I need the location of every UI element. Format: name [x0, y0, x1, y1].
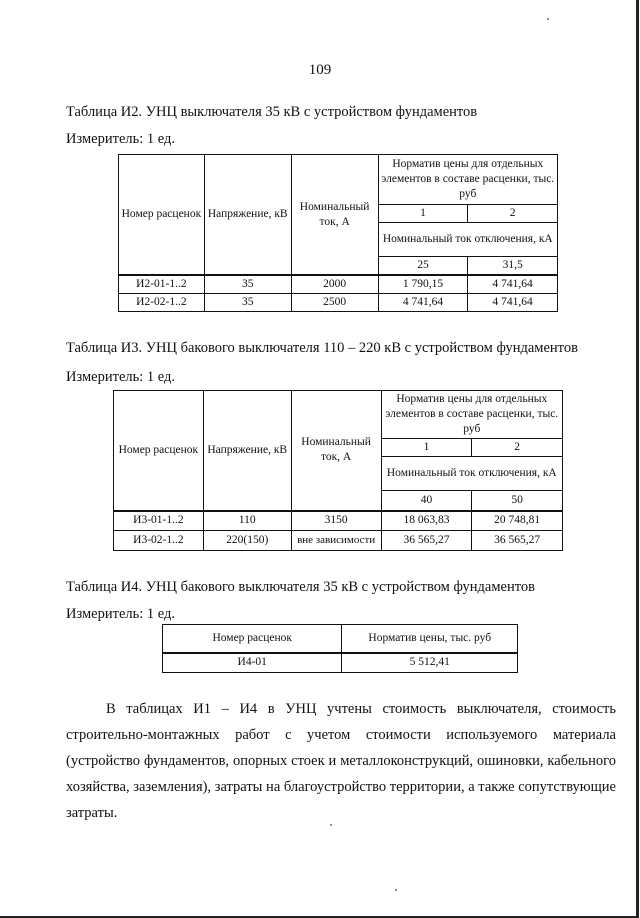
table-i2-measure: Измеритель: 1 ед.: [66, 131, 176, 147]
cell-code: И2-02-1..2: [119, 294, 205, 312]
cell-value: 4 741,64: [468, 294, 558, 312]
table-i4-title: Таблица И4. УНЦ бакового выключателя 35 кВ с устройством фундаментов: [66, 579, 535, 595]
cell-value: 5 512,41: [342, 653, 518, 673]
table-i4: [162, 624, 518, 673]
header-current: Номинальный ток, А: [291, 391, 381, 511]
cell-value: 1 790,15: [378, 275, 468, 294]
header-current: Номинальный ток, А: [291, 155, 378, 276]
cell-value: 18 063,83: [381, 511, 472, 531]
header-b1: 25: [378, 257, 468, 276]
header-voltage: Напряжение, кВ: [204, 155, 291, 276]
table-row: [114, 531, 563, 551]
header-b2: 50: [472, 491, 563, 511]
cell-code: И3-02-1..2: [114, 531, 204, 551]
table-i2-title: Таблица И2. УНЦ выключателя 35 кВ с устройством фундаментов: [66, 104, 478, 120]
cell-voltage: 110: [203, 511, 291, 531]
cell-code: И3-01-1..2: [114, 511, 204, 531]
table-row: [119, 294, 558, 312]
header-code: Номер расценок: [114, 391, 204, 511]
table-i2: [118, 154, 558, 312]
table-row: [119, 275, 558, 294]
header-col1: 1: [381, 439, 472, 457]
table-i4-measure: Измеритель: 1 ед.: [66, 606, 176, 622]
header-breaking: Номинальный ток отключения, кА: [381, 457, 562, 491]
body-paragraph: [66, 696, 616, 826]
table-row: [163, 653, 518, 673]
paragraph-text: В таблицах И1 – И4 в УНЦ учтены стоимость выключателя, стоимость строительно-монтажных работ с учетом стоимости используемого материала (устройство фундаментов, опорных стоек и металлоконструкций, ошиновки, кабельного хозяйства, заземления), затраты на благоустройство территории, а также сопутствующие затраты.: [66, 701, 616, 821]
cell-voltage: 220(150): [203, 531, 291, 551]
cell-current: 2500: [291, 294, 378, 312]
header-col1: 1: [378, 205, 468, 223]
page-number: 109: [308, 62, 332, 78]
scan-speck: [330, 824, 332, 826]
header-col2: 2: [468, 205, 558, 223]
cell-current: 3150: [291, 511, 381, 531]
cell-value: 20 748,81: [472, 511, 563, 531]
cell-voltage: 35: [204, 275, 291, 294]
cell-current: 2000: [291, 275, 378, 294]
cell-value: 36 565,27: [472, 531, 563, 551]
cell-code: И4-01: [163, 653, 342, 673]
cell-value: 36 565,27: [381, 531, 472, 551]
header-b1: 40: [381, 491, 472, 511]
table-row: [114, 511, 563, 531]
cell-voltage: 35: [204, 294, 291, 312]
header-code: Номер расценок: [163, 625, 342, 653]
header-b2: 31,5: [468, 257, 558, 276]
table-i3-measure: Измеритель: 1 ед.: [66, 369, 176, 385]
header-voltage: Напряжение, кВ: [203, 391, 291, 511]
cell-value: 4 741,64: [378, 294, 468, 312]
header-norm: Норматив цены для отдельных элементов в составе расценки, тыс. руб: [381, 391, 562, 439]
scan-speck: [395, 889, 397, 891]
header-norm: Норматив цены для отдельных элементов в составе расценки, тыс. руб: [378, 155, 557, 205]
scan-speck: [547, 18, 549, 20]
table-i3-title: Таблица И3. УНЦ бакового выключателя 110 – 220 кВ с устройством фундаментов: [66, 340, 578, 356]
header-breaking: Номинальный ток отключения, кА: [378, 223, 557, 257]
cell-value: 4 741,64: [468, 275, 558, 294]
header-col2: 2: [472, 439, 563, 457]
header-norm: Норматив цены, тыс. руб: [342, 625, 518, 653]
cell-code: И2-01-1..2: [119, 275, 205, 294]
cell-current: вне зависимости: [291, 531, 381, 551]
table-i3: [113, 390, 563, 551]
header-code: Номер расценок: [119, 155, 205, 276]
